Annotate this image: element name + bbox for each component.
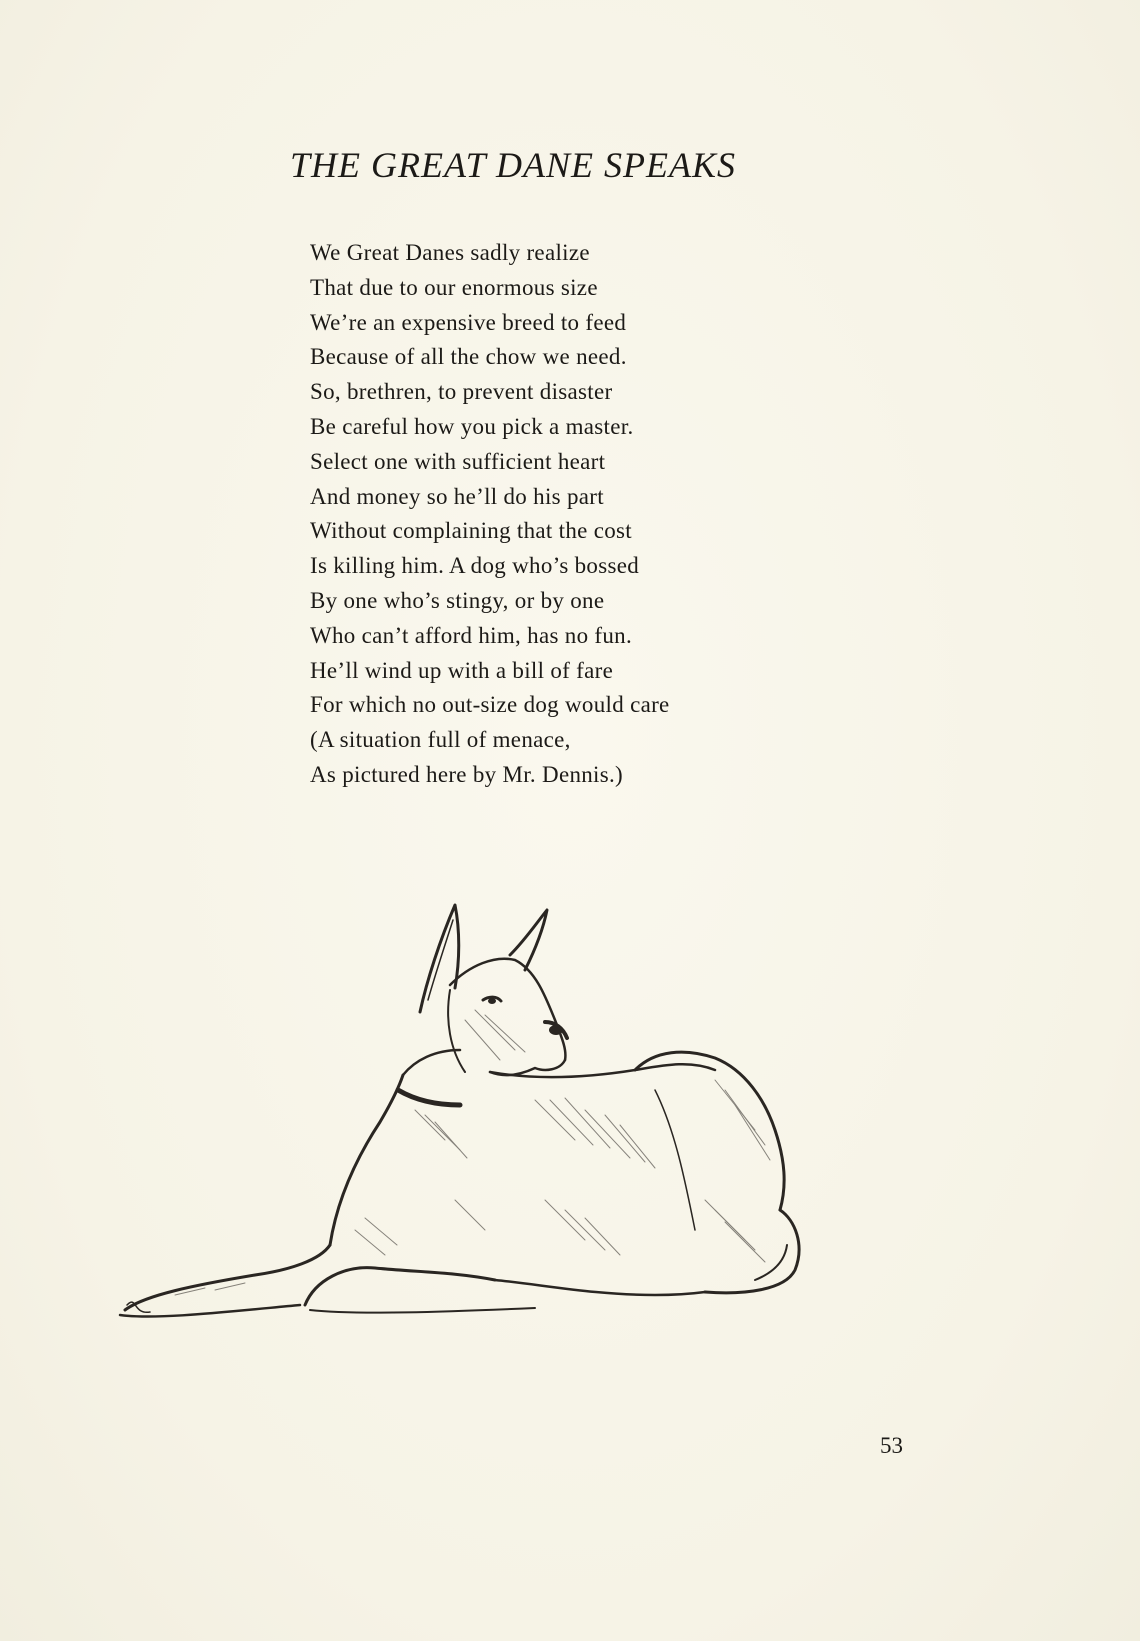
poem-line: And money so he’ll do his part bbox=[310, 483, 604, 509]
page-title: THE GREAT DANE SPEAKS bbox=[290, 145, 736, 185]
poem bbox=[310, 236, 780, 793]
poem-line: By one who’s stingy, or by one bbox=[310, 587, 605, 613]
great-dane-illustration bbox=[115, 900, 845, 1330]
poem-line: So, brethren, to prevent disaster bbox=[310, 379, 613, 405]
poem-line: Is killing him. A dog who’s bossed bbox=[310, 553, 640, 579]
poem-line: Without complaining that the cost bbox=[310, 518, 632, 544]
great-dane-lying-down-sketch-icon bbox=[120, 905, 799, 1317]
poem-line: We’re an expensive breed to feed bbox=[310, 309, 627, 335]
poem-line: For which no out-size dog would care bbox=[310, 692, 670, 718]
poem-line: Be careful how you pick a master. bbox=[310, 413, 634, 439]
poem-line: Who can’t afford him, has no fun. bbox=[310, 622, 633, 648]
poem-line: (A situation full of menace, bbox=[310, 727, 571, 753]
poem-line: We Great Danes sadly realize bbox=[310, 240, 590, 265]
poem-line: He’ll wind up with a bill of fare bbox=[310, 657, 614, 683]
page-number: 53 bbox=[880, 1433, 903, 1458]
poem-line: Select one with sufficient heart bbox=[310, 448, 606, 474]
poem-line: As pictured here by Mr. Dennis.) bbox=[310, 761, 624, 787]
poem-line: That due to our enormous size bbox=[310, 274, 598, 300]
poem-line: Because of all the chow we need. bbox=[310, 344, 627, 370]
